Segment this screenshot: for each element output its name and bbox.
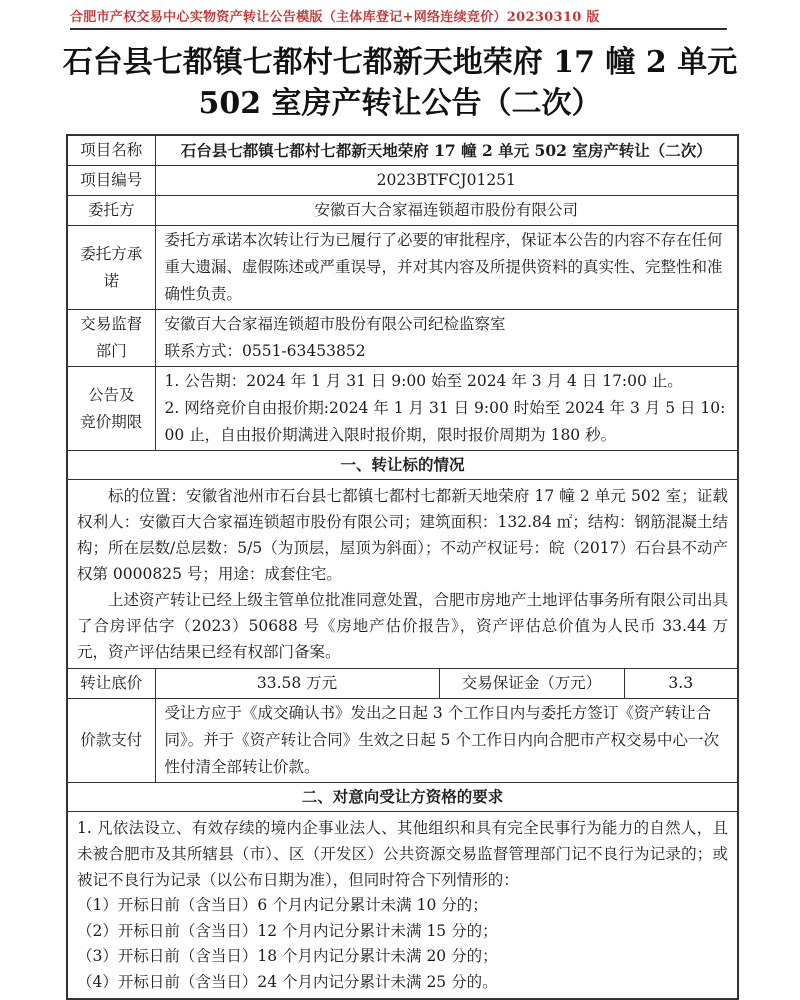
row-consignor-commitment (67, 226, 738, 310)
supervision-office: 安徽百大合家福连锁超市股份有限公司纪检监察室 (164, 315, 506, 333)
qualification-item-2: （2）开标日前（含当日）12 个月内记分累计未满 15 分的； (77, 921, 498, 940)
row-floor-price (67, 669, 738, 699)
announcement-table (66, 134, 739, 1000)
qualification-item-4: （4）开标日前（含当日）24 个月内记分累计未满 25 分的。 (77, 972, 498, 991)
period-label (67, 367, 155, 451)
section-2-title: 二、对意向受让方资格的要求 (67, 783, 738, 812)
document-template-header (70, 6, 727, 30)
asset-appraisal-paragraph: 上述资产转让已经上级主管单位批准同意处置，合肥市房地产土地评估事务所有限公司出具了合房评估字（2023）50688 号《房地产估价报告》，资产评估总价值为人民币 33.44 万元，资产评估结果已经有权部门备案。 (77, 591, 729, 661)
deposit-label: 交易保证金（万元） (439, 669, 624, 699)
qualification-intro: 1. 凡依法设立、有效存续的境内企事业法人、其他组织和具有完全民事行为能力的自然人，且未被合肥市及其所辖县（市）、区（开发区）公共资源交易监督管理部门记不良行为记录的；或被记不良行为记录（以公布日期为准），但同时符合下列情形的： (77, 819, 728, 889)
target-location-paragraph: 标的位置：安徽省池州市石台县七都镇七都村七都新天地荣府 17 幢 2 单元 502 室；证载权利人：安徽百大合家福连锁超市股份有限公司；建筑面积：132.84 ㎡；结构：钢筋混凝土结构；所在层数/总层数：5/5（为顶层，屋顶为斜面）；不动产权证号：皖（2017）石台县不动产权第 0000825 号；用途：成套住宅。 (77, 487, 728, 583)
consignor-value: 安徽百大合家福连锁超市股份有限公司 (155, 196, 738, 226)
section-1-content-row (67, 480, 738, 669)
project-name-label: 项目名称 (67, 135, 155, 166)
commitment-value: 委托方承诺本次转让行为已履行了必要的审批程序，保证本公告的内容不存在任何重大遗漏、虚假陈述或严重误导，并对其内容及所提供资料的真实性、完整性和准确性负责。 (155, 226, 738, 310)
section-2-header-row (67, 783, 738, 812)
section-1-title: 一、转让标的情况 (67, 451, 738, 480)
commitment-label: 委托方承诺 (67, 226, 155, 310)
row-project-name (67, 135, 738, 166)
supervision-label-line-1: 交易监督 (80, 315, 143, 333)
period-value (155, 367, 738, 451)
payment-value: 受让方应于《成交确认书》发出之日起 3 个工作日内与委托方签订《资产转让合同》。并于《资产转让合同》生效之日起 5 个工作日内向合肥市产权交易中心一次性付清全部转让价款。 (155, 699, 738, 783)
page-title-line-1: 石台县七都镇七都村七都新天地荣府 17 幢 2 单元 (62, 45, 738, 80)
payment-label: 价款支付 (67, 699, 155, 783)
period-label-line-1: 公告及 (87, 385, 135, 404)
section-1-content (67, 480, 738, 669)
period-label-line-2: 竞价期限 (80, 412, 143, 431)
row-consignor (67, 196, 738, 226)
row-announcement-period (67, 367, 738, 451)
project-number-label: 项目编号 (67, 166, 155, 196)
page-title (40, 42, 760, 124)
row-project-number (67, 166, 738, 196)
page-title-line-2: 502 室房产转让公告（二次） (198, 86, 602, 121)
qualification-item-1: （1）开标日前（含当日）6 个月内记分累计未满 10 分的； (77, 896, 488, 914)
row-payment (67, 699, 738, 783)
supervision-value (155, 310, 738, 367)
section-2-content-row (67, 812, 738, 1000)
row-supervision-department (67, 310, 738, 367)
section-2-content (67, 812, 738, 1000)
section-1-header-row (67, 451, 738, 480)
period-announcement: 1. 公告期：2024 年 1 月 31 日 9:00 始至 2024 年 3 月 4 日 17:00 止。 (164, 372, 683, 390)
period-bidding: 2. 网络竞价自由报价期:2024 年 1 月 31 日 9:00 时始至 2024 年 3 月 5 日 10:00 止，自由报价期满进入限时报价期，限时报价周期为 180 秒。 (164, 399, 726, 444)
project-name-value: 石台县七都镇七都村七都新天地荣府 17 幢 2 单元 502 室房产转让（二次） (155, 135, 738, 166)
supervision-label-line-2: 部门 (95, 342, 127, 360)
consignor-label: 委托方 (67, 196, 155, 226)
project-number-value: 2023BTFCJ01251 (155, 166, 738, 196)
qualification-item-3: （3）开标日前（含当日）18 个月内记分累计未满 20 分的； (77, 947, 498, 965)
template-version-note: 合肥市产权交易中心实物资产转让公告模版（主体库登记+网络连续竞价）20230310 版 (70, 10, 600, 25)
supervision-contact: 联系方式：0551-63453852 (164, 342, 366, 360)
supervision-label (67, 310, 155, 367)
deposit-value: 3.3 (624, 669, 738, 699)
floor-price-label: 转让底价 (67, 669, 155, 699)
floor-price-value: 33.58 万元 (155, 669, 439, 699)
